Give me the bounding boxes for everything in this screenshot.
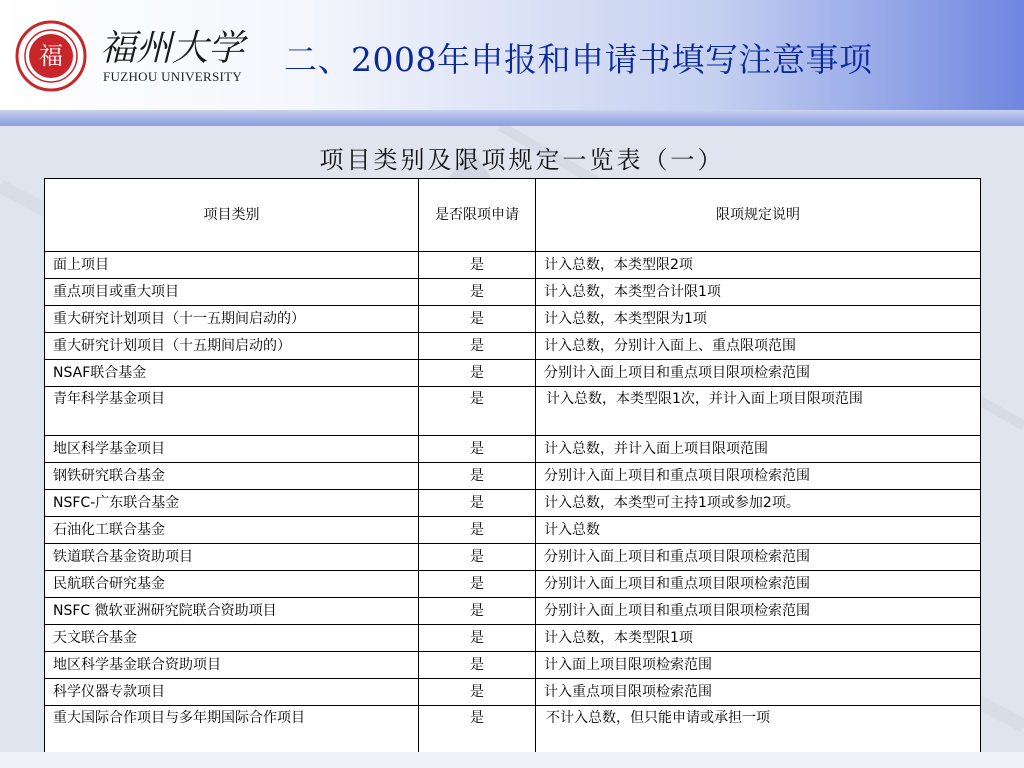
limit-flag-cell: 是 xyxy=(419,652,536,679)
university-seal-icon xyxy=(15,20,87,92)
project-type-cell: 重大研究计划项目（十五期间启动的） xyxy=(45,333,419,360)
header-project-type: 项目类别 xyxy=(45,179,419,252)
table-row xyxy=(45,625,981,652)
project-type-cell: 地区科学基金联合资助项目 xyxy=(45,652,419,679)
limit-flag-cell: 是 xyxy=(419,252,536,279)
table-row xyxy=(45,306,981,333)
table-row xyxy=(45,252,981,279)
limit-flag-cell: 是 xyxy=(419,625,536,652)
svg-text:福州大学: 福州大学 xyxy=(100,28,245,69)
project-type-cell: 民航联合研究基金 xyxy=(45,571,419,598)
svg-text:福: 福 xyxy=(39,42,63,70)
limit-flag-cell: 是 xyxy=(419,706,536,755)
table-row xyxy=(45,706,981,755)
table-title: 项目类别及限项规定一览表（一） xyxy=(319,146,725,174)
table-row xyxy=(45,598,981,625)
project-type-cell: NSFC 微软亚洲研究院联合资助项目 xyxy=(45,598,419,625)
table-row xyxy=(45,679,981,706)
limit-rule-cell: 计入总数，并计入面上项目限项范围 xyxy=(536,436,981,463)
table-row xyxy=(45,360,981,387)
limit-rule-cell: 计入总数，本类型限为1项 xyxy=(536,306,981,333)
project-type-cell: 科学仪器专款项目 xyxy=(45,679,419,706)
limit-rule-cell: 计入总数，本类型限1项 xyxy=(536,625,981,652)
project-type-cell: 石油化工联合基金 xyxy=(45,517,419,544)
limit-rule-cell: 计入总数，分别计入面上、重点限项范围 xyxy=(536,333,981,360)
project-type-cell: 钢铁研究联合基金 xyxy=(45,463,419,490)
limit-rule-cell: 计入重点项目限项检索范围 xyxy=(536,679,981,706)
limit-flag-cell: 是 xyxy=(419,387,536,436)
header-divider xyxy=(0,110,1024,126)
limit-rule-cell: 分别计入面上项目和重点项目限项检索范围 xyxy=(536,360,981,387)
header-limit-rule: 限项规定说明 xyxy=(536,179,981,252)
project-type-cell: 铁道联合基金资助项目 xyxy=(45,544,419,571)
table-row xyxy=(45,387,981,436)
limit-rule-cell: 分别计入面上项目和重点项目限项检索范围 xyxy=(536,463,981,490)
project-type-cell: 重点项目或重大项目 xyxy=(45,279,419,306)
table-header-row xyxy=(45,179,981,252)
limit-rule-cell: 分别计入面上项目和重点项目限项检索范围 xyxy=(536,571,981,598)
header-limit-apply: 是否限项申请 xyxy=(419,179,536,252)
limit-rule-cell: 计入面上项目限项检索范围 xyxy=(536,652,981,679)
project-type-cell: 面上项目 xyxy=(45,252,419,279)
limit-rule-cell: 计入总数，本类型可主持1项或参加2项。 xyxy=(536,490,981,517)
limit-flag-cell: 是 xyxy=(419,490,536,517)
limit-flag-cell: 是 xyxy=(419,279,536,306)
project-type-cell: 重大国际合作项目与多年期国际合作项目 xyxy=(45,706,419,755)
slide-header xyxy=(0,0,1024,110)
university-name-en: FUZHOU UNIVERSITY xyxy=(103,69,243,84)
table-row xyxy=(45,436,981,463)
university-logo-calligraphy xyxy=(100,22,250,72)
table-row xyxy=(45,652,981,679)
limit-flag-cell: 是 xyxy=(419,598,536,625)
project-type-cell: 地区科学基金项目 xyxy=(45,436,419,463)
limit-rule-cell: 分别计入面上项目和重点项目限项检索范围 xyxy=(536,598,981,625)
project-type-cell: NSAF联合基金 xyxy=(45,360,419,387)
limit-flag-cell: 是 xyxy=(419,360,536,387)
project-type-cell: 重大研究计划项目（十一五期间启动的） xyxy=(45,306,419,333)
limit-rule-cell: 计入总数，本类型限1次，并计入面上项目限项范围 xyxy=(536,387,981,436)
limit-flag-cell: 是 xyxy=(419,333,536,360)
limit-flag-cell: 是 xyxy=(419,544,536,571)
table-row xyxy=(45,490,981,517)
project-type-cell: NSFC-广东联合基金 xyxy=(45,490,419,517)
limit-flag-cell: 是 xyxy=(419,679,536,706)
project-limits-table xyxy=(44,178,981,755)
limit-rule-cell: 计入总数，本类型合计限1项 xyxy=(536,279,981,306)
table-row xyxy=(45,333,981,360)
limit-rule-cell: 计入总数，本类型限2项 xyxy=(536,252,981,279)
limit-flag-cell: 是 xyxy=(419,571,536,598)
limit-rule-cell: 不计入总数，但只能申请或承担一项 xyxy=(536,706,981,755)
table-row xyxy=(45,517,981,544)
project-type-cell: 天文联合基金 xyxy=(45,625,419,652)
limit-rule-cell: 分别计入面上项目和重点项目限项检索范围 xyxy=(536,544,981,571)
project-type-cell: 青年科学基金项目 xyxy=(45,387,419,436)
limit-flag-cell: 是 xyxy=(419,306,536,333)
limit-rule-cell: 计入总数 xyxy=(536,517,981,544)
slide-bottom-strip xyxy=(0,752,1024,768)
limit-flag-cell: 是 xyxy=(419,517,536,544)
limit-flag-cell: 是 xyxy=(419,436,536,463)
slide-title: 二、2008年申报和申请书填写注意事项 xyxy=(284,40,873,79)
table-row xyxy=(45,463,981,490)
table-row xyxy=(45,544,981,571)
limit-flag-cell: 是 xyxy=(419,463,536,490)
table-row xyxy=(45,571,981,598)
table-row xyxy=(45,279,981,306)
